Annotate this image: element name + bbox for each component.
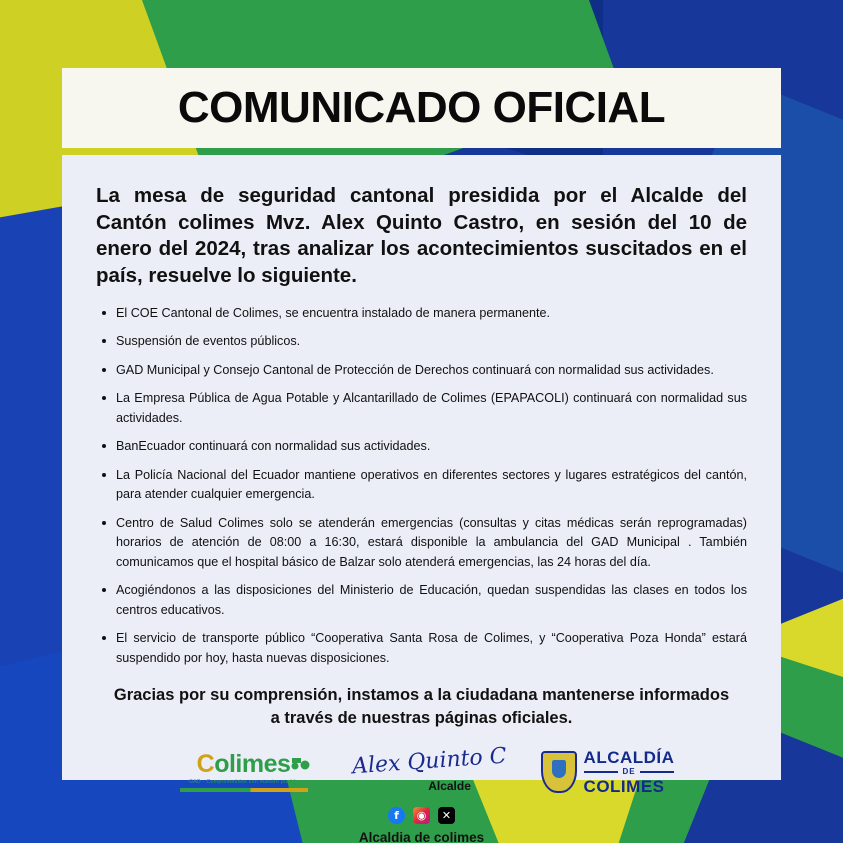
closing-line-1: Gracias por su comprensión, instamos a la ciudadana mantenerse informados bbox=[113, 686, 730, 705]
signature-name: Alex Quinto C bbox=[351, 743, 508, 780]
alcaldia-rule-right bbox=[640, 771, 675, 773]
list-item: GAD Municipal y Consejo Cantonal de Protección de Derechos continuará con normalidad sus actividades. bbox=[96, 361, 747, 381]
closing-message bbox=[96, 684, 747, 729]
x-twitter-icon[interactable]: ✕ bbox=[438, 807, 455, 824]
tractor-icon bbox=[290, 754, 312, 770]
colimes-logo bbox=[169, 749, 319, 792]
footer-logos bbox=[96, 743, 747, 796]
alcaldia-rule-left bbox=[584, 771, 619, 773]
signature-role: Alcalde bbox=[428, 778, 471, 793]
colimes-wordmark-prefix: C bbox=[196, 749, 215, 778]
page-title: COMUNICADO OFICIAL bbox=[177, 83, 666, 132]
announcement-card bbox=[62, 155, 781, 843]
social-icons-row bbox=[96, 807, 747, 824]
colimes-tagline: GAD - Comprometidos con nuestro pueblo bbox=[188, 778, 299, 785]
colimes-wordmark-main: olimes bbox=[214, 749, 291, 778]
colimes-underline bbox=[180, 788, 308, 792]
lead-paragraph: La mesa de seguridad cantonal presidida por el Alcalde del Cantón colimes Mvz. Alex Quinto Castro, en sesión del 10 de enero del 2024, tras analizar los acontecimientos suscitados en el país, resuelve lo siguiente. bbox=[96, 184, 747, 287]
colimes-wordmark bbox=[196, 749, 291, 778]
alcaldia-wordmark bbox=[584, 749, 675, 795]
list-item: Acogiéndonos a las disposiciones del Ministerio de Educación, quedan suspendidas las clases en todos los centros educativos. bbox=[96, 581, 747, 620]
list-item: Centro de Salud Colimes solo se atenderán emergencias (consultas y citas médicas serán reprogramadas) horarios de atención de 08:00 a 16:30, estará disponible la ambulancia del GAD Municipal . También comunicamos que el hospital básico de Balzar solo atenderá emergencias, las 24 horas del día. bbox=[96, 514, 747, 573]
coat-of-arms-icon bbox=[541, 751, 577, 793]
list-item: BanEcuador continuará con normalidad sus actividades. bbox=[96, 437, 747, 457]
alcaldia-line-2-row bbox=[584, 768, 675, 776]
resolution-list bbox=[96, 304, 747, 669]
social-handle: Alcaldia de colimes bbox=[358, 829, 485, 843]
list-item: Suspensión de eventos públicos. bbox=[96, 332, 747, 352]
mayor-signature-block bbox=[345, 743, 515, 793]
facebook-icon[interactable]: f bbox=[388, 807, 405, 824]
list-item: El servicio de transporte público “Cooperativa Santa Rosa de Colimes, y “Cooperativa Poza Honda” estará suspendido por hoy, hasta nuevas disposiciones. bbox=[96, 629, 747, 668]
list-item: La Empresa Pública de Agua Potable y Alcantarillado de Colimes (EPAPACOLI) continuará con normalidad sus actividades. bbox=[96, 389, 747, 428]
closing-line-2: a través de nuestras páginas oficiales. bbox=[270, 708, 573, 727]
announcement-content bbox=[62, 155, 781, 843]
list-item: La Policía Nacional del Ecuador mantiene operativos en diferentes sectores y lugares estratégicos del cantón, para atender cualquier emergencia. bbox=[96, 466, 747, 505]
alcaldia-line-1: ALCALDÍA bbox=[583, 747, 675, 767]
list-item: El COE Cantonal de Colimes, se encuentra instalado de manera permanente. bbox=[96, 304, 747, 324]
instagram-icon[interactable]: ◉ bbox=[413, 807, 430, 824]
alcaldia-line-2: DE bbox=[622, 766, 636, 776]
header-card bbox=[62, 68, 781, 148]
alcaldia-logo bbox=[541, 749, 675, 795]
alcaldia-line-3: COLIMES bbox=[583, 776, 665, 796]
